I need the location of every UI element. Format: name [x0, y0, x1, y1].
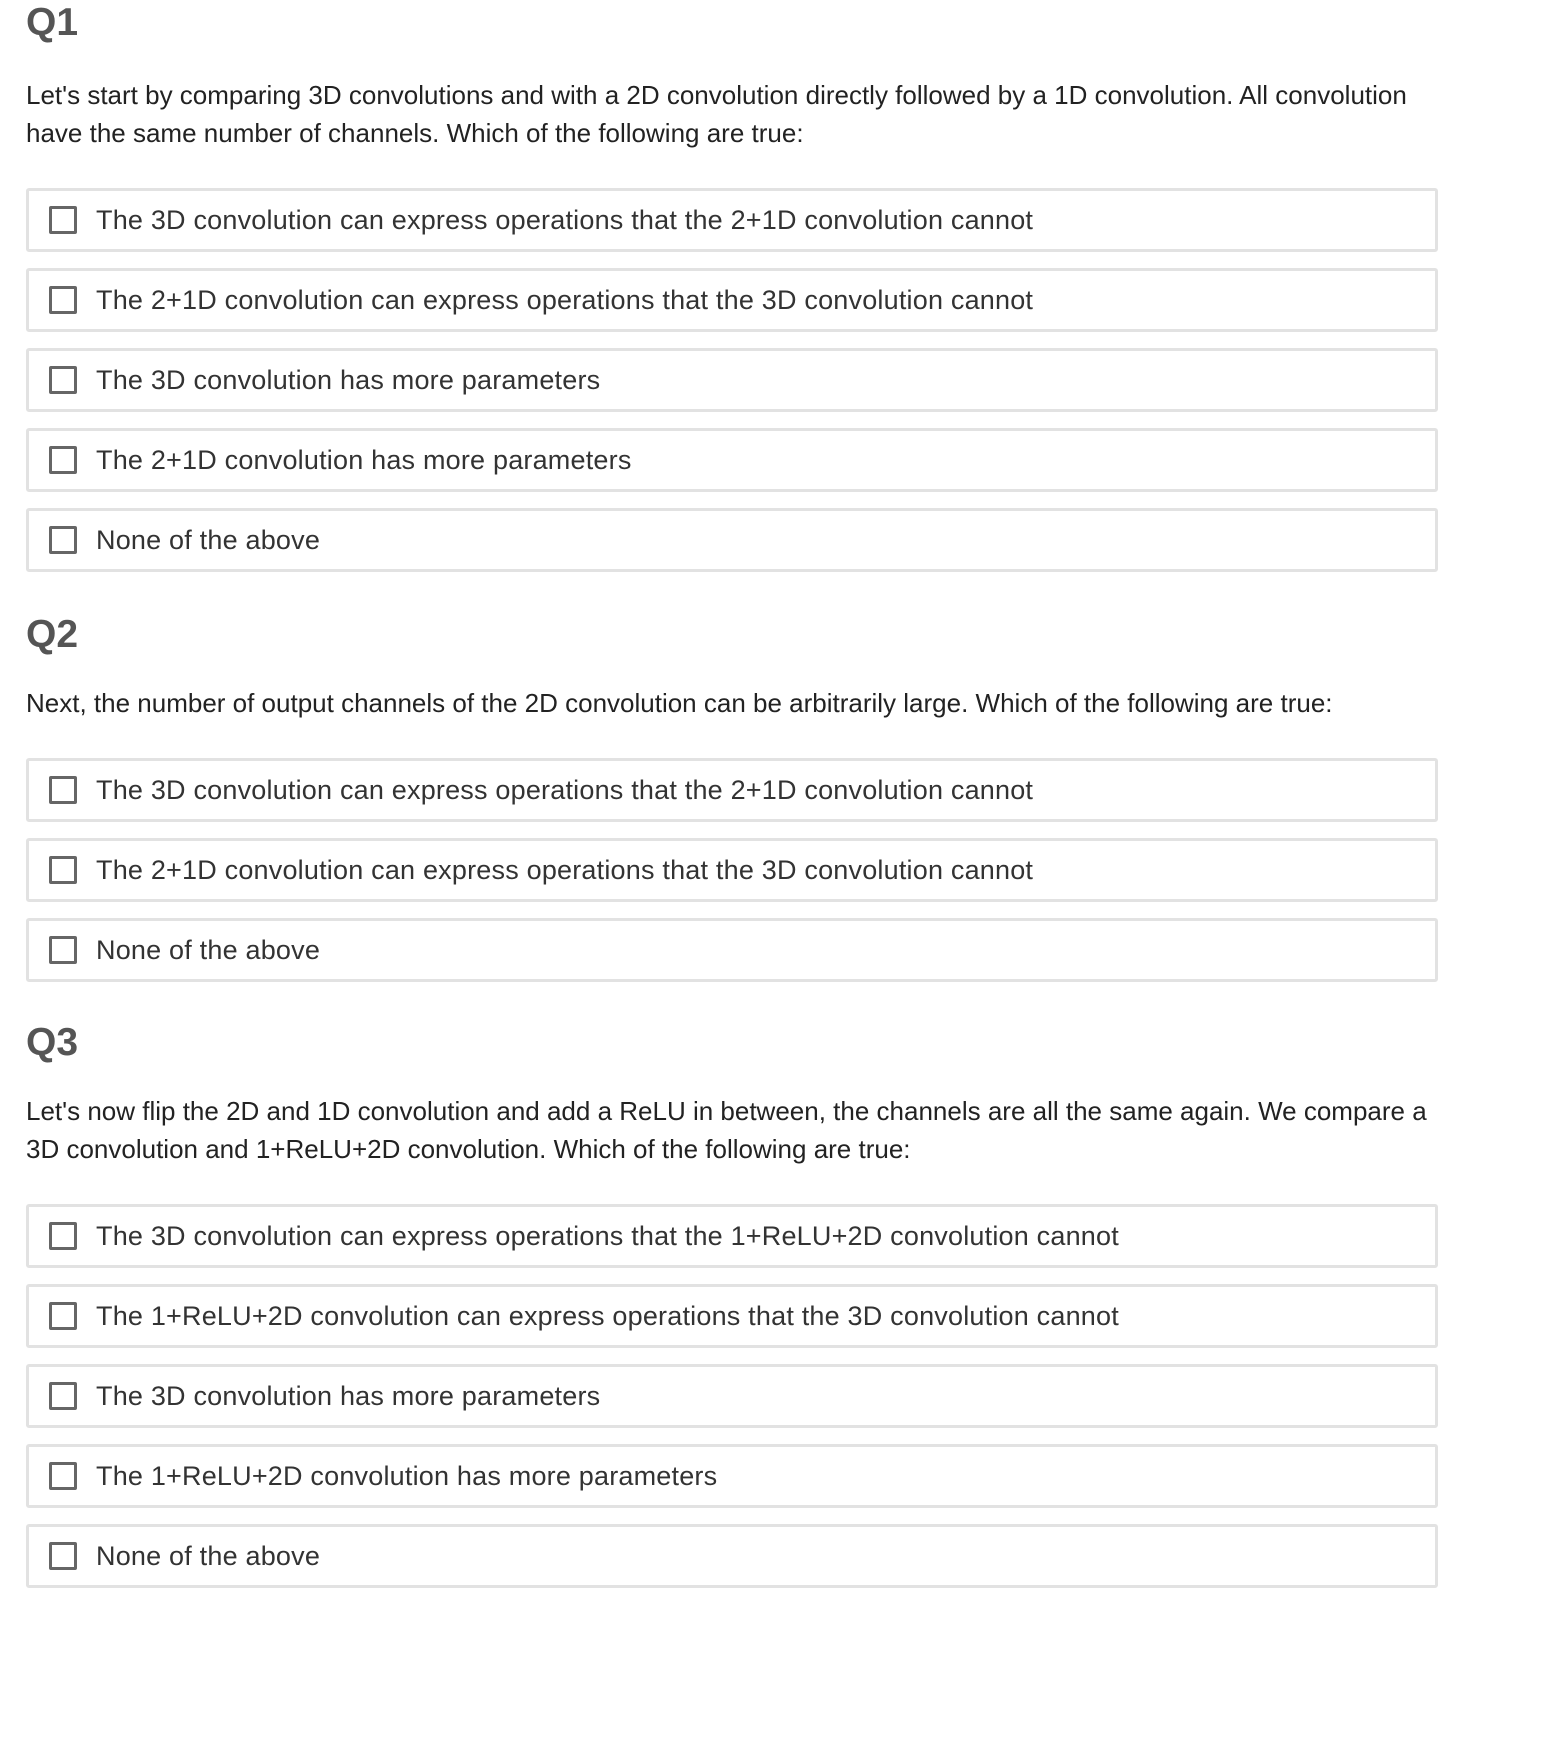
option-label: The 3D convolution can express operations that the 2+1D convolution cannot [96, 774, 1034, 805]
checkbox[interactable] [49, 1302, 77, 1330]
checkbox[interactable] [49, 1222, 77, 1250]
answer-option[interactable] [26, 1204, 1438, 1268]
option-label: The 2+1D convolution can express operations that the 3D convolution cannot [96, 854, 1034, 885]
option-label: The 1+ReLU+2D convolution has more parameters [96, 1460, 718, 1491]
option-label: None of the above [96, 1540, 321, 1571]
checkbox[interactable] [49, 366, 77, 394]
answer-option[interactable] [26, 758, 1438, 822]
question-title: Q2 [26, 613, 79, 656]
checkbox[interactable] [49, 1542, 77, 1570]
option-label: The 3D convolution has more parameters [96, 1380, 601, 1411]
answer-option[interactable] [26, 428, 1438, 492]
checkbox[interactable] [49, 856, 77, 884]
option-label: The 2+1D convolution has more parameters [96, 444, 632, 475]
question-3 [26, 1020, 1446, 1588]
checkbox[interactable] [49, 526, 77, 554]
option-label: The 3D convolution can express operations that the 2+1D convolution cannot [96, 204, 1034, 235]
answer-option[interactable] [26, 508, 1438, 572]
answer-option[interactable] [26, 268, 1438, 332]
answer-options [26, 758, 1446, 982]
question-text: Let's now flip the 2D and 1D convolution and add a ReLU in between, the channels are all the same again. We compare a 3D convolution and 1+ReLU+2D convolution. Which of the following are true: [26, 1096, 1427, 1164]
checkbox[interactable] [49, 776, 77, 804]
answer-option[interactable] [26, 1284, 1438, 1348]
question-text: Let's start by comparing 3D convolutions and with a 2D convolution directly followed by a 1D convolution. All convolution have the same number of channels. Which of the following are true: [26, 80, 1407, 148]
answer-option[interactable] [26, 1364, 1438, 1428]
option-label: The 3D convolution has more parameters [96, 364, 601, 395]
checkbox[interactable] [49, 1382, 77, 1410]
option-label: None of the above [96, 934, 321, 965]
answer-option[interactable] [26, 348, 1438, 412]
answer-option[interactable] [26, 188, 1438, 252]
answer-option[interactable] [26, 1444, 1438, 1508]
checkbox[interactable] [49, 286, 77, 314]
answer-options [26, 188, 1446, 572]
question-title: Q3 [26, 1021, 79, 1064]
checkbox[interactable] [49, 936, 77, 964]
answer-option[interactable] [26, 918, 1438, 982]
answer-options [26, 1204, 1446, 1588]
checkbox[interactable] [49, 446, 77, 474]
option-label: The 1+ReLU+2D convolution can express operations that the 3D convolution cannot [96, 1300, 1119, 1331]
option-label: The 3D convolution can express operations that the 1+ReLU+2D convolution cannot [96, 1220, 1119, 1251]
option-label: None of the above [96, 524, 321, 555]
question-title: Q1 [26, 1, 79, 44]
answer-option[interactable] [26, 838, 1438, 902]
question-1 [26, 0, 1446, 572]
question-text: Next, the number of output channels of the 2D convolution can be arbitrarily large. Which of the following are true: [26, 688, 1333, 718]
checkbox[interactable] [49, 1462, 77, 1490]
answer-option[interactable] [26, 1524, 1438, 1588]
quiz-page [26, 0, 1446, 1604]
question-2 [26, 612, 1446, 982]
option-label: The 2+1D convolution can express operations that the 3D convolution cannot [96, 284, 1034, 315]
checkbox[interactable] [49, 206, 77, 234]
